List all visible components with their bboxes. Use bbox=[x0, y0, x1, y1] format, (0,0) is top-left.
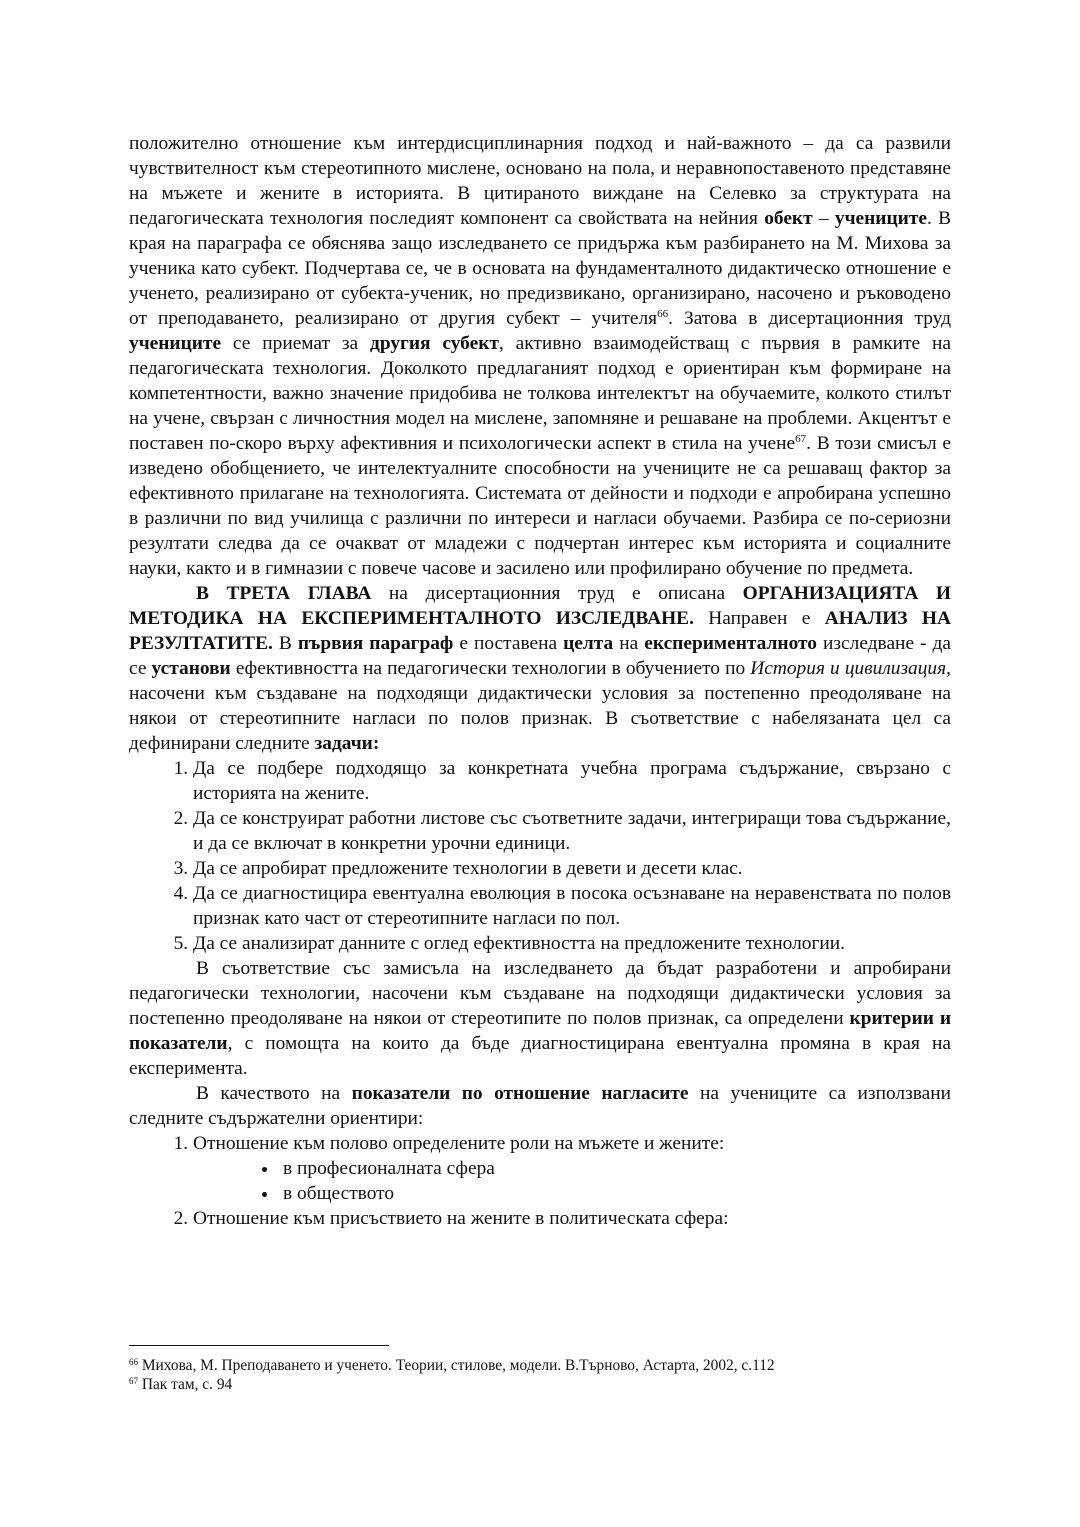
footnotes bbox=[129, 1356, 951, 1394]
bullet-item: • в професионалната сфера bbox=[279, 1156, 951, 1181]
bullet-list bbox=[193, 1156, 951, 1206]
footnote-separator bbox=[129, 1345, 389, 1346]
footnote-66: $^{66}$ Михова, М. Преподаването и ученето. Теории, стилове, модели. В.Търново, Астарта, 2002, с.112 bbox=[129, 1357, 775, 1374]
paragraph-chapter-three: В ТРЕТА ГЛАВА на дисертационния труд е описана ОРГАНИЗАЦИЯТА И МЕТОДИКА НА ЕКСПЕРИМЕНТАЛНОТО ИЗСЛЕДВАНЕ. Направен е АНАЛИЗ НА РЕЗУЛТАТИТЕ. В първия параграф е поставена целта на експерименталното изследване - да се установи ефективността на педагогически технологии в обучението по История и цивилизация, насочени към създаване на подходящи дидактически условия за постепенно преодоляване на някои от стереотипните нагласи по полов признак. В съответствие с набелязаната цел са дефинирани следните задачи: bbox=[129, 583, 952, 754]
list-item: 3. Да се апробират предложените технологии в девети и десети клас. bbox=[193, 856, 951, 881]
list-item: 2. Отношение към присъствието на жените в политическата сфера: bbox=[193, 1206, 951, 1231]
footnote-ref-66: 66 bbox=[657, 308, 669, 320]
list-item: 2. Да се конструират работни листове със съответните задачи, интегриращи това съдържание, и да се включат в конкретни урочни единици. bbox=[193, 806, 951, 856]
paragraph-indicators: В качеството на показатели по отношение нагласите на учениците са използвани следните съдържателни ориентири: bbox=[129, 1083, 951, 1129]
document-body bbox=[129, 131, 951, 1231]
paragraph-1: положително отношение към интердисциплинарния подход и най-важното – да са развили чувствителност към стереотипното мислене, основано на пола, и неравнопоставеното представяне на мъжете и жените в историята. В цитираното виждане на Селевко за структурата на педагогическата технология последият компонент са свойствата на нейния обект – учениците. В края на параграфа се обяснява защо изследването се придържа към разбирането на М. Михова за ученика като субект. Подчертава се, че в основата на фундаменталното дидактическо отношение е ученето, реализирано от субекта-ученик, но предизвикано, организирано, насочено и ръководено от преподаването, реализирано от другия субект – учителя$^{66}$. Затова в дисертационния труд учениците се приемат за другия субект, активно взаимодействащ с първия в рамките на педагогическата технология. Доколкото предлаганият подход е ориентиран към формиране на компетентности, важно значение придобива не толкова интелектът на обучаемите, колкото стилът на учене, свързан с личностния модел на мислене, запомняне и решаване на проблеми. Акцентът е поставен по-скоро върху афективния и психологически аспект в стила на учене$^{67}$. В този смисъл е изведено обобщението, че интелектуалните способности на учениците не са решаващ фактор за ефективното прилагане на технологията. Системата от дейности и подходи е апробирана успешно в различни по вид училища с различни по интереси и нагласи обучаеми. Разбира се по-сериозни резултати следва да се очакват от младежи с подчертан интерес към историята и социалните науки, както и в гимназии с повече часове и засилено или профилирано обучение по предмета. bbox=[129, 133, 952, 579]
footnote-67: $^{67}$ Пак там, с. 94 bbox=[129, 1376, 233, 1393]
bullet-item: • в обществото bbox=[279, 1181, 951, 1206]
list-item: 4. Да се диагностицира евентуална еволюция в посока осъзнаване на неравенствата по полов признак като част от стереотипните нагласи по пол. bbox=[193, 881, 951, 931]
paragraph-criteria: В съответствие със замисъла на изследването да бъдат разработени и апробирани педагогически технологии, насочени към създаване на подходящи дидактически условия за постепенно преодоляване на някои от стереотипите по полов признак, са определени критерии и показатели, с помощта на които да бъде диагностицирана евентуална промяна в края на експеримента. bbox=[129, 958, 951, 1079]
list-item: 5. Да се анализират данните с оглед ефективността на предложените технологии. bbox=[193, 931, 951, 956]
list-item: 1. Да се подбере подходящо за конкретната учебна програма съдържание, свързано с историята на жените. bbox=[193, 756, 951, 806]
list-item: 1. Отношение към полово определените роли на мъжете и жените: • в професионалната сфера • в обществото bbox=[193, 1131, 951, 1206]
orientations-list bbox=[129, 1131, 951, 1231]
tasks-list bbox=[129, 756, 951, 956]
footnote-ref-67: 67 bbox=[795, 433, 807, 445]
